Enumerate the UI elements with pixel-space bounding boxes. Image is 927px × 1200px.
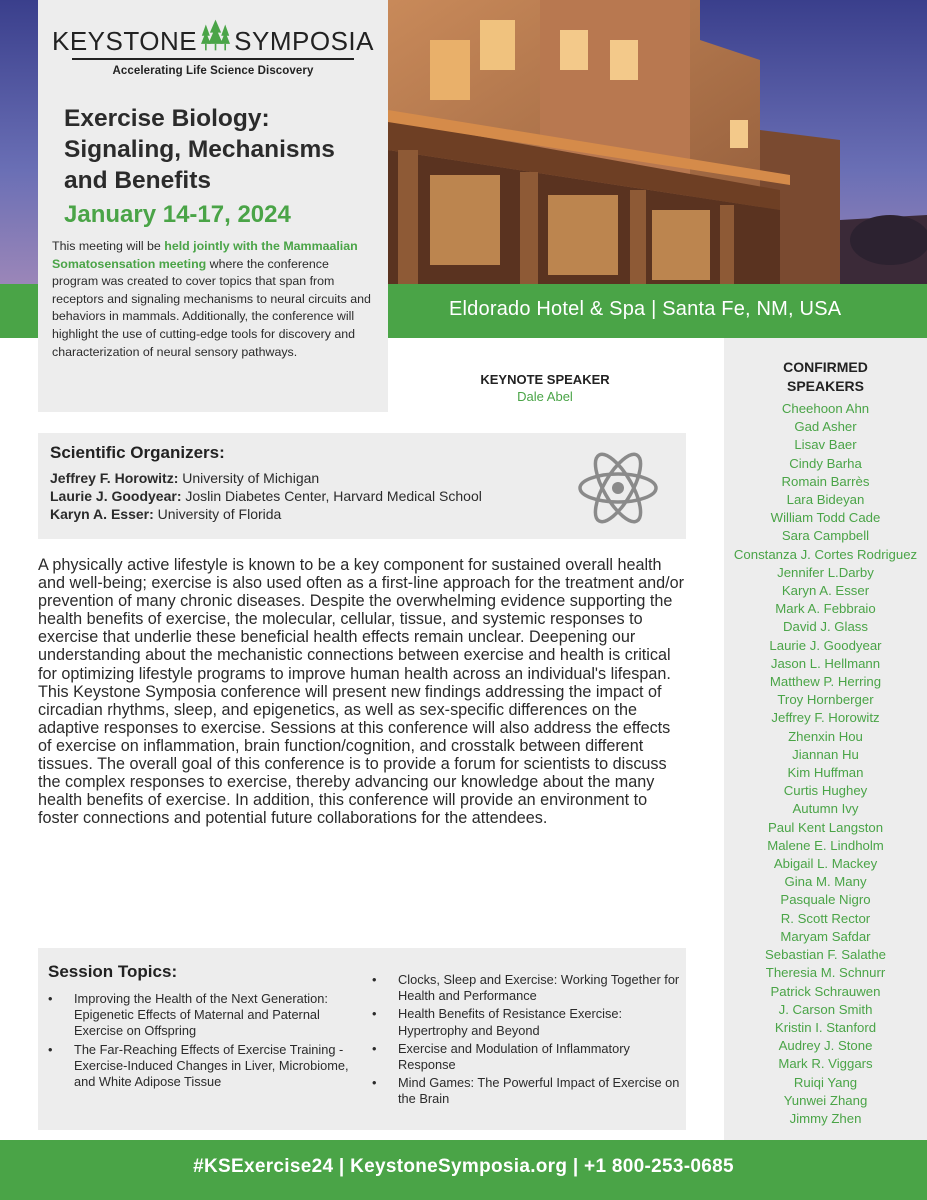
speaker-name[interactable]: Audrey J. Stone	[778, 1038, 873, 1054]
intro-text-pre: This meeting will be	[52, 239, 165, 253]
organizer-name: Jeffrey F. Horowitz:	[50, 470, 179, 486]
speaker-name[interactable]: R. Scott Rector	[780, 910, 871, 926]
organizer-name: Karyn A. Esser:	[50, 506, 154, 522]
speaker-name[interactable]: Ruiqi Yang	[793, 1074, 858, 1090]
event-title: Exercise Biology: Signaling, Mechanisms and Benefits	[64, 105, 335, 194]
speaker-name[interactable]: Pasquale Nigro	[780, 892, 871, 908]
speaker-name[interactable]: Paul Kent Langston	[767, 819, 884, 835]
speaker-name[interactable]: Gina M. Many	[784, 874, 867, 890]
sessions-heading: Session Topics:	[48, 962, 178, 981]
event-intro	[52, 238, 374, 361]
speaker-name[interactable]: Gad Asher	[794, 419, 857, 435]
organizer-affiliation: University of Michigan	[178, 470, 320, 486]
venue-location: Eldorado Hotel & Spa | Santa Fe, NM, USA	[449, 298, 842, 320]
speaker-name[interactable]: Maryam Safdar	[780, 928, 871, 944]
session-list-left	[42, 991, 356, 1092]
session-topic: • Clocks, Sleep and Exercise: Working Together for Health and Performance	[366, 972, 684, 1004]
session-topic: • Health Benefits of Resistance Exercise: Hypertrophy and Beyond	[366, 1006, 684, 1038]
speaker-name[interactable]: Patrick Schrauwen	[770, 983, 881, 999]
session-topic: • Mind Games: The Powerful Impact of Exercise on the Brain	[366, 1075, 684, 1107]
speaker-name[interactable]: Laurie J. Goodyear	[769, 637, 882, 653]
footer-contact[interactable]: #KSExercise24 | KeystoneSymposia.org | +1 800-253-0685	[193, 1156, 734, 1177]
keynote-label: KEYNOTE SPEAKER	[480, 372, 610, 387]
logo-divider	[72, 58, 354, 60]
session-topic: • Improving the Health of the Next Generation: Epigenetic Effects of Maternal and Paternal Exercise on Offspring	[42, 991, 356, 1040]
speaker-name[interactable]: Jimmy Zhen	[789, 1110, 862, 1126]
speaker-name[interactable]: Troy Hornberger	[777, 692, 874, 708]
speaker-name[interactable]: Matthew P. Herring	[769, 674, 882, 690]
title-panel	[38, 0, 388, 412]
speaker-name[interactable]: Malene E. Lindholm	[767, 837, 884, 853]
intro-highlight: held jointly with the Mammaalian Somatosensation meeting	[52, 239, 358, 271]
speaker-name[interactable]: Cheehoon Ahn	[781, 401, 870, 416]
logo-word-left: KEYSTONE	[52, 26, 198, 56]
speaker-name[interactable]: Zhenxin Hou	[788, 728, 863, 744]
speaker-name[interactable]: Lara Bideyan	[786, 492, 865, 508]
brand-tagline: Accelerating Life Science Discovery	[112, 65, 314, 77]
keynote-speaker-name[interactable]: Dale Abel	[517, 389, 573, 404]
speaker-name[interactable]: Jason L. Hellmann	[770, 655, 881, 671]
speaker-name[interactable]: Curtis Hughey	[783, 783, 868, 799]
speaker-name[interactable]: William Todd Cade	[770, 510, 881, 526]
speaker-name[interactable]: Cindy Barha	[789, 455, 862, 471]
speaker-name[interactable]: Sara Campbell	[781, 528, 870, 544]
speakers-heading	[724, 358, 927, 396]
confirmed-speakers-panel	[724, 338, 927, 1140]
logo-word-right: SYMPOSIA	[234, 26, 374, 56]
speaker-name[interactable]: Constanza J. Cortes Rodriguez	[733, 546, 918, 562]
speaker-name[interactable]: Sebastian F. Salathe	[765, 947, 886, 963]
atom-icon	[578, 442, 658, 534]
speaker-name[interactable]: Karyn A. Esser	[781, 583, 870, 599]
session-list-right	[366, 972, 684, 1110]
brand-logo[interactable]	[52, 14, 374, 54]
session-topics-box	[38, 948, 686, 1130]
pine-trees-icon	[201, 16, 230, 54]
session-topic: • The Far-Reaching Effects of Exercise Training - Exercise-Induced Changes in Liver, Microbiome, and White Adipose Tissue	[42, 1042, 356, 1091]
event-dates: January 14-17, 2024	[64, 201, 291, 228]
speaker-name[interactable]: Yunwei Zhang	[783, 1092, 868, 1108]
speaker-name[interactable]: Mark R. Viggars	[778, 1056, 873, 1072]
speaker-name[interactable]: Kristin I. Stanford	[774, 1019, 877, 1035]
speaker-name[interactable]: Romain Barrès	[781, 473, 870, 489]
speaker-name[interactable]: Abigail L. Mackey	[773, 856, 878, 872]
speaker-name[interactable]: Mark A. Febbraio	[775, 601, 876, 617]
organizers-heading: Scientific Organizers:	[50, 443, 225, 462]
speaker-name[interactable]: David J. Glass	[782, 619, 868, 635]
organizer-name: Laurie J. Goodyear:	[50, 488, 182, 504]
speaker-name[interactable]: Kim Huffman	[787, 765, 864, 781]
speaker-name[interactable]: Theresia M. Schnurr	[765, 965, 886, 981]
speaker-name[interactable]: Jiannan Hu	[792, 746, 859, 762]
speaker-name[interactable]: Jeffrey F. Horowitz	[771, 710, 880, 726]
speaker-name[interactable]: Jennifer L.Darby	[777, 564, 874, 580]
organizer-affiliation: University of Florida	[153, 506, 282, 522]
speakers-heading-line2: SPEAKERS	[786, 378, 865, 394]
organizer-affiliation: Joslin Diabetes Center, Harvard Medical School	[181, 488, 482, 504]
intro-text-post: where the conference program was created to cover topics that span from receptors and signaling mechanisms to neural circuits and behaviors in mammals. Additionally, the conference will highlight the use of cutting-edge tools for discovery and characterization of neural sensory pathways.	[52, 256, 371, 359]
speaker-list	[724, 400, 927, 1128]
speaker-name[interactable]: Lisav Baer	[794, 437, 857, 453]
session-topic: • Exercise and Modulation of Inflammatory Response	[366, 1041, 684, 1073]
speakers-heading-line1: CONFIRMED	[783, 359, 868, 375]
speaker-name[interactable]: Autumn Ivy	[792, 801, 859, 817]
speaker-name[interactable]: J. Carson Smith	[778, 1001, 873, 1017]
conference-description: A physically active lifestyle is known to be a key component for sustained overall health and well-being; exercise is also used often as a first-line approach for the treatment and/or prevention of many chronic diseases. Despite the overwhelming evidence supporting the health benefits of exercise, the molecular, cellular, tissue, and systemic responses to exercise that underlie these beneficial health effects remain unclear. Deepening our understanding about the mechanistic connections between exercise and health is critical for optimizing lifestyle programs to improve human health across an individual's lifespan. This Keystone Symposia conference will present new findings addressing the impact of circadian rhythms, sleep, and epigenetics, as well as sex-specific differences on the adaptive responses to exercise. Sessions at this conference will also address the effects of exercise on inflammation, brain function/cognition, and crosstalk between different tissues. The overall goal of this conference is to provide a forum for scientists to discuss the complex responses to exercise, thereby advancing our knowledge about the many health benefits of exercise. In addition, this conference will provide an environment to foster connections and potential future collaborations for the attendees.	[38, 556, 685, 828]
